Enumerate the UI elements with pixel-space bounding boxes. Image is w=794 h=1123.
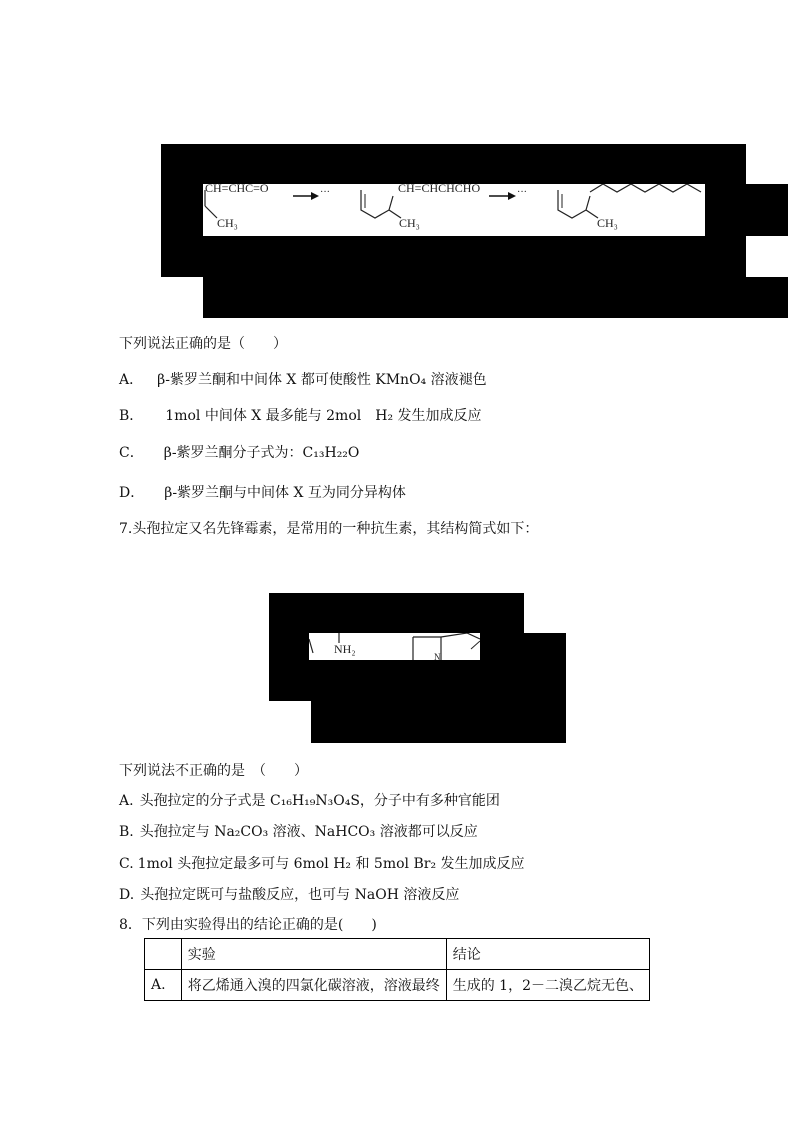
redaction-block — [161, 144, 746, 184]
q7-stem: 下列说法不正确的是 （ ） — [119, 763, 308, 779]
option-text: β-紫罗兰酮和中间体 X 都可使酸性 KMnO₄ 溶液褪色 — [157, 372, 487, 388]
table-header-cell — [145, 939, 182, 970]
q5-option-c — [119, 442, 359, 462]
option-letter: A． — [119, 372, 144, 388]
option-text: 头孢拉定既可与盐酸反应，也可与 NaOH 溶液反应 — [140, 887, 460, 903]
table-cell: A. — [145, 970, 182, 1001]
option-letter: D. — [119, 887, 135, 903]
redaction-block — [161, 236, 746, 277]
option-text: 1mol 头孢拉定最多可与 6mol H₂ 和 5mol Br₂ 发生加成反应 — [137, 856, 525, 872]
q5-option-d — [119, 482, 406, 502]
q8-table — [144, 938, 650, 1001]
redaction-block — [524, 633, 566, 743]
q7-option-b — [119, 821, 478, 841]
methyl-label-1: CH₃ — [217, 216, 238, 230]
option-text: 头孢拉定的分子式是 C₁₆H₁₉N₃O₄S，分子中有多种官能团 — [139, 793, 500, 809]
option-letter: D． — [119, 485, 145, 501]
redaction-block — [269, 660, 524, 701]
redaction-block — [161, 184, 203, 236]
redaction-block — [203, 277, 788, 318]
q7-option-a — [119, 790, 500, 810]
option-text: 头孢拉定与 Na₂CO₃ 溶液、NaHCO₃ 溶液都可以反应 — [139, 824, 478, 840]
table-header-row — [145, 939, 650, 970]
option-letter: B． — [119, 408, 144, 424]
option-letter: C． — [119, 445, 144, 461]
option-text: β-紫罗兰酮与中间体 X 互为同分异构体 — [164, 485, 406, 501]
n-label: N — [434, 652, 441, 662]
option-letter: A. — [119, 793, 134, 809]
nh2-label: NH₂ — [334, 642, 356, 656]
redaction-block — [705, 184, 788, 236]
q5-option-b — [119, 405, 482, 425]
table-header-cell: 实验 — [181, 939, 446, 970]
redaction-block — [311, 701, 524, 743]
option-letter: B. — [119, 824, 134, 840]
q7-intro: 7.头孢拉定又名先锋霉素，是常用的一种抗生素，其结构简式如下： — [119, 521, 539, 537]
fragment-label-1: CH=CHC=O — [205, 181, 269, 195]
table-cell: 将乙烯通入溴的四氯化碳溶液，溶液最终 — [181, 970, 446, 1001]
methyl-label-2: CH₃ — [399, 216, 420, 230]
option-text: β-紫罗兰酮分子式为：C₁₃H₂₂O — [163, 445, 360, 461]
arrow-dots-1: ··· — [320, 187, 330, 198]
q8-stem: 8．下列由实验得出的结论正确的是( ) — [119, 917, 377, 933]
q5-option-a — [119, 369, 487, 389]
fragment-label-2: CH=CHCHCHO — [398, 181, 481, 195]
q7-option-c — [119, 853, 525, 873]
option-text: 1mol 中间体 X 最多能与 2mol H₂ 发生加成反应 — [165, 408, 482, 424]
methyl-label-3: CH₃ — [597, 216, 618, 230]
table-row — [145, 970, 650, 1001]
table-header-cell: 结论 — [446, 939, 649, 970]
arrow-dots-2: ··· — [517, 187, 527, 198]
q5-stem: 下列说法正确的是（ ） — [119, 336, 287, 352]
q7-option-d — [119, 884, 459, 904]
table-cell: 生成的 1，2－二溴乙烷无色、 — [446, 970, 649, 1001]
redaction-block — [269, 633, 309, 660]
redaction-block — [269, 593, 524, 633]
option-letter: C. — [119, 856, 134, 872]
